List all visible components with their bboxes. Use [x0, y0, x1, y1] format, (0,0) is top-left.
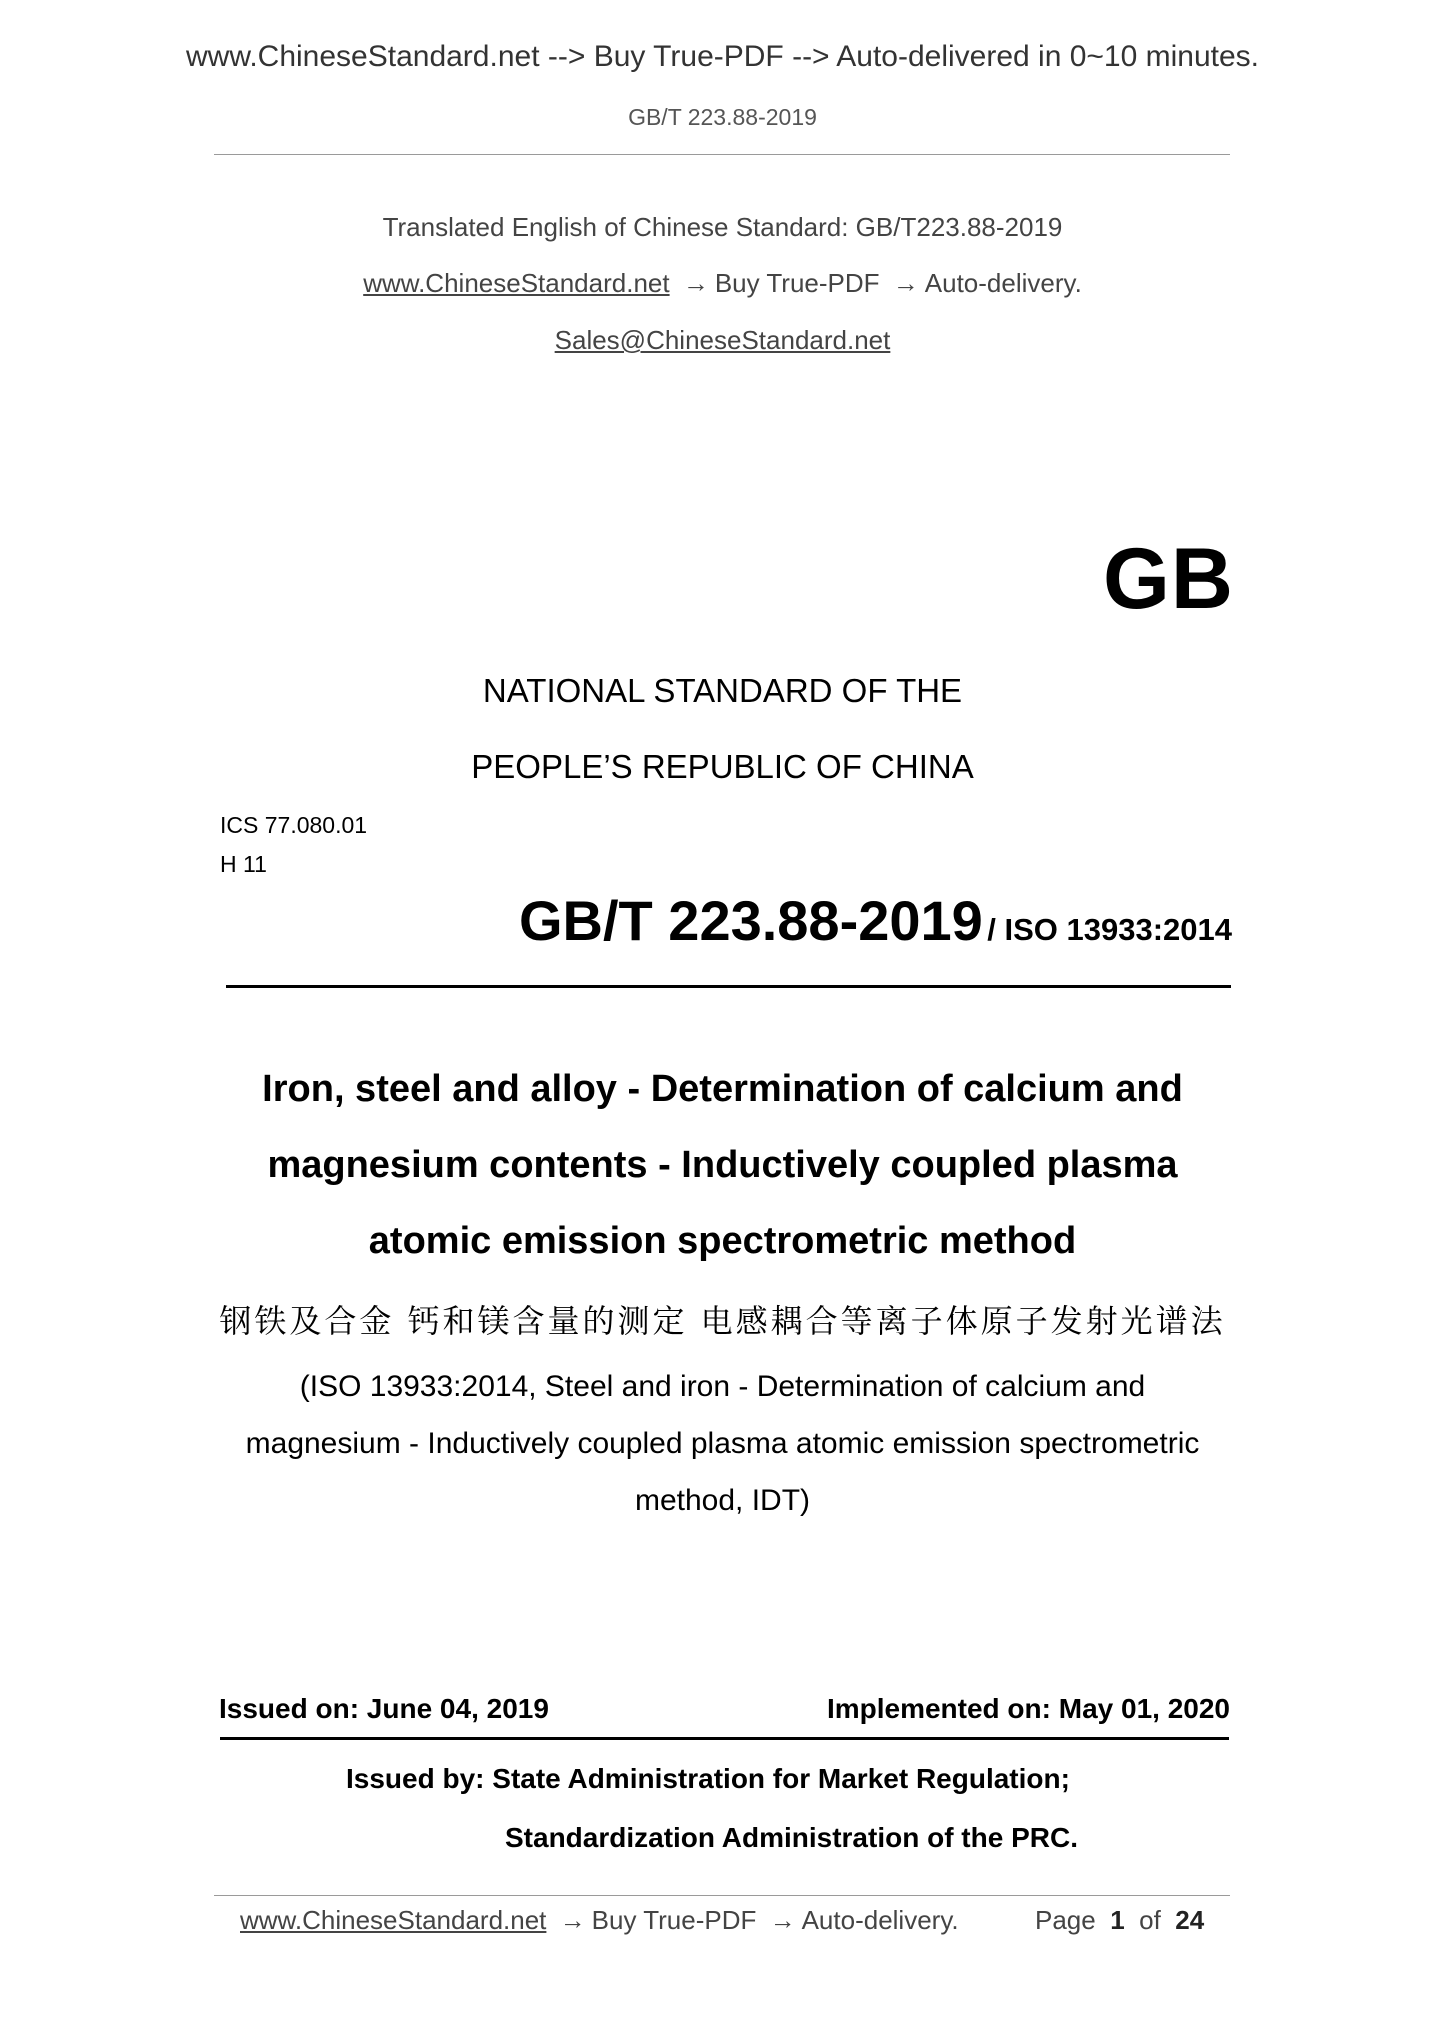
issued-by-line-1: Issued by: State Administration for Market Regulation;	[346, 1763, 1070, 1794]
arrow-right-icon: →	[559, 1905, 586, 1935]
iso-reference-line-1: (ISO 13933:2014, Steel and iron - Determination of calcium and	[299, 1370, 1146, 1403]
ics-code: ICS 77.080.01	[220, 812, 368, 838]
page-indicator	[1035, 1905, 1204, 1936]
iso-reference-line-2: magnesium - Inductively coupled plasma atomic emission spectrometric	[245, 1427, 1200, 1460]
footer-auto-delivery-text: Auto-delivery.	[801, 1905, 959, 1935]
chinese-title: 钢铁及合金 钙和镁含量的测定 电感耦合等离子体原子发射光谱法	[219, 1302, 1226, 1340]
footer-divider	[214, 1895, 1230, 1896]
of-label: of	[1139, 1905, 1161, 1935]
site-link[interactable]: www.ChineseStandard.net	[363, 268, 670, 298]
page-number: 1	[1110, 1905, 1125, 1935]
iso-equivalent: / ISO 13933:2014	[987, 912, 1232, 947]
page-total: 24	[1175, 1905, 1205, 1935]
issued-on-date: Issued on: June 04, 2019	[219, 1693, 549, 1724]
translated-note: Translated English of Chinese Standard: GB/T223.88-2019	[382, 212, 1063, 242]
header-divider	[214, 154, 1230, 155]
gb-logo: GB	[1103, 531, 1234, 627]
sales-email-row	[0, 325, 1445, 356]
title-line-1: Iron, steel and alloy - Determination of calcium and	[262, 1068, 1183, 1110]
arrow-right-icon: →	[769, 1905, 796, 1935]
arrow-right-icon: →	[892, 268, 919, 298]
national-standard-line-1: NATIONAL STANDARD OF THE	[482, 672, 963, 709]
page-label: Page	[1035, 1905, 1096, 1935]
national-standard-line-2: PEOPLE’S REPUBLIC OF CHINA	[471, 748, 974, 785]
title-line-3: atomic emission spectrometric method	[368, 1220, 1077, 1262]
arrow-right-icon: →	[682, 268, 709, 298]
iso-reference-line-3: method, IDT)	[634, 1484, 811, 1517]
auto-delivery-text: Auto-delivery.	[924, 268, 1082, 298]
implemented-on-date: Implemented on: May 01, 2020	[826, 1693, 1230, 1724]
title-divider	[226, 985, 1231, 988]
header-doc-code: GB/T 223.88-2019	[628, 104, 817, 130]
footer-site-link[interactable]: www.ChineseStandard.net	[240, 1905, 547, 1935]
issued-by-line-2: Standardization Administration of the PRC.	[505, 1822, 1078, 1853]
sales-email-link[interactable]: Sales@ChineseStandard.net	[554, 325, 891, 355]
standard-number	[519, 888, 1232, 953]
ccs-code: H 11	[220, 851, 267, 877]
footer-buy-line	[240, 1905, 959, 1936]
dates-divider	[220, 1737, 1229, 1740]
title-line-2: magnesium contents - Inductively coupled plasma	[267, 1144, 1178, 1186]
footer-buy-text: Buy True-PDF	[591, 1905, 757, 1935]
buy-line	[0, 268, 1445, 299]
top-banner[interactable]: www.ChineseStandard.net --> Buy True-PDF --> Auto-delivered in 0~10 minutes.	[185, 40, 1260, 73]
buy-true-pdf-text: Buy True-PDF	[714, 268, 880, 298]
standard-number-main: GB/T 223.88-2019	[518, 889, 983, 952]
